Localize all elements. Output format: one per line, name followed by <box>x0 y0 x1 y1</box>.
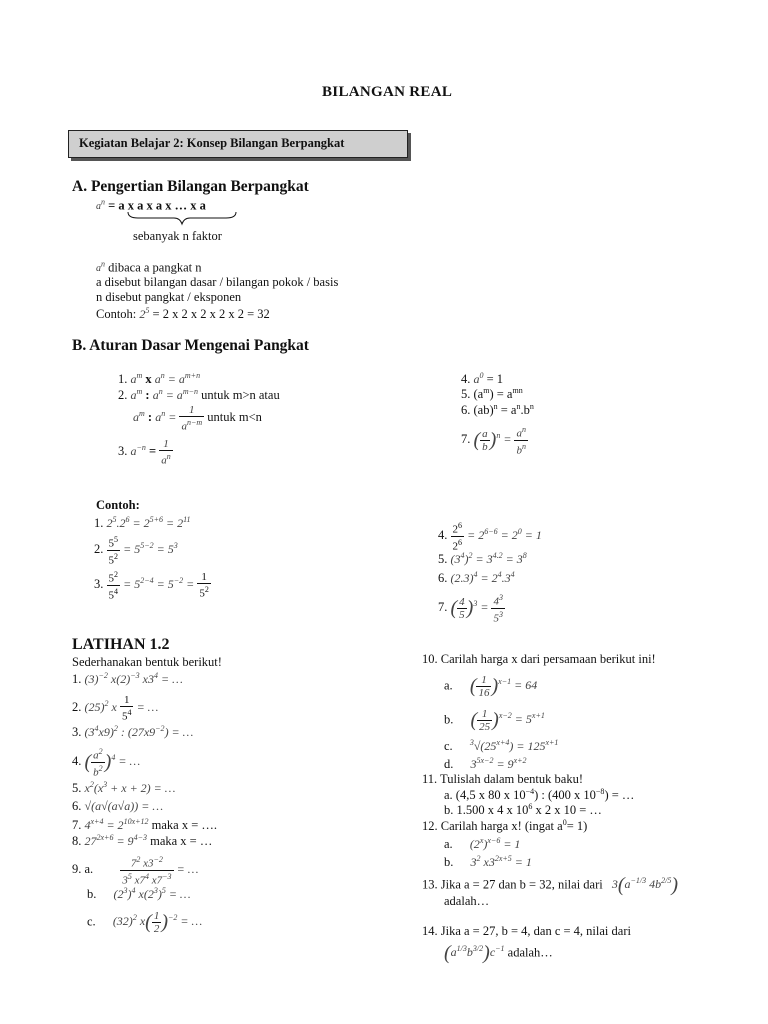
example-line: Contoh: $2^5 = 2$ x 2 x 2 x 2 x 2 = 32 <box>96 306 270 321</box>
q11a: a. (4,5 x 80 x $10^{-4}$) : (400 x $10^{-8}$) = … <box>444 787 635 803</box>
latihan-2: 2. $(25)^2$ x $\frac{1}{5^4}$ = … <box>72 694 159 723</box>
q10-text: 10. Carilah harga x dari persamaan berikut ini! <box>422 652 656 666</box>
rule-4: 4. $a^0 = 1$ <box>461 371 504 386</box>
def-line-1-text: dibaca a pangkat n <box>108 260 202 275</box>
box-heading-text: Kegiatan Belajar 2: Konsep Bilangan Berpangkat <box>79 136 345 150</box>
q13-text: 13. Jika a = 27 dan b = 32, nilai dari $3(a^{-1/3}$ $4b^{2/5}$) <box>422 874 679 896</box>
q14-tail: adalah… <box>507 945 553 960</box>
q10a: a. ( $\frac{1}{16}$ )$^{x-1}$ = 64 <box>444 674 538 699</box>
latihan-5: 5. $x^2(x^3 + x + 2)$ = … <box>72 780 176 795</box>
underbrace <box>126 210 238 226</box>
contoh-7: 7. ( $\frac{4}{5}$ )$^3$ = $\frac{4^3}{5^3}$ <box>438 593 503 625</box>
latihan-9a: 9. a. $\frac{7^2 x3^{-2}}{3^5 x7^4 x7^{-3}}$ = … <box>72 855 199 887</box>
latihan-4: 4. ( $\frac{a^2}{b^2}$ )$^4$ = … <box>72 747 141 779</box>
latihan-9b: b. $(2^3)^4$ $x(2^3)^5$ = … <box>87 886 191 901</box>
q14-text: 14. Jika a = 27, b = 4, dan c = 4, nilai dari <box>422 924 631 938</box>
page-title: BILANGAN REAL <box>322 84 453 100</box>
latihan-intro: Sederhanakan bentuk berikut! <box>72 655 222 669</box>
definition-rhs: = a x a x a x … x a <box>108 198 206 213</box>
def-line-2: a disebut bilangan dasar / bilangan pokok / basis <box>96 275 339 289</box>
q11b: b. 1.500 x 4 x $10^6$ x 2 x 10 = … <box>444 802 602 818</box>
latihan-8: 8. $27^{2x+6} = 9^{4-3}$ maka x = … <box>72 833 213 848</box>
rule-7: 7. ( $\frac{a}{b}$ )$^n$ = $\frac{a^n}{b^n}$ <box>461 425 526 457</box>
def-line-3: n disebut pangkat / eksponen <box>96 290 242 304</box>
q13-tail: adalah… <box>444 894 490 908</box>
contoh-4: 4. $\frac{2^6}{2^6}$ = $2^{6-6} = 2^0 = 1$ <box>438 521 542 553</box>
latihan-9c: c. $(32)^2$ x( $\frac{1}{2}$ )$^{-2}$ = … <box>87 910 203 935</box>
q10b: b. ( $\frac{1}{25}$ )$^{x-2} = 5^{x+1}$ <box>444 708 545 733</box>
latihan-6: 6. √(a√(a√a)) = … <box>72 799 164 813</box>
latihan-7-tail: maka x = …. <box>151 818 218 832</box>
rule-1: 1. $a^m$ x $a^n = a^{m+n}$ <box>118 371 201 386</box>
brace-label: sebanyak n faktor <box>133 229 222 243</box>
example-label: Contoh: <box>96 307 137 321</box>
q10c: c. $^3√(25^{x+4}) = 125^{x+1}$ <box>444 738 559 753</box>
rule-6: 6. $(ab)^n = a^n.b^n$ <box>461 402 534 418</box>
section-a-heading: A. Pengertian Bilangan Berpangkat <box>72 178 309 195</box>
example-rhs: = 2 x 2 x 2 x 2 x 2 = 32 <box>152 307 270 321</box>
rule-3: 3. $a^{-n}$ = $\frac{1}{a^n}$ <box>118 438 171 467</box>
latihan-3: 3. $(3^4x9)^2$ : $(27x9^{-2})$ = … <box>72 724 194 739</box>
q12-text: 12. Carilah harga x! (ingat $a^0= 1$) <box>422 818 588 834</box>
contoh-5: 5. $(3^4)^2 = 3^{4.2} = 3^8$ <box>438 551 527 566</box>
latihan-1: 1. $(3)^{-2}$ $x(2)^{-3}$ $x3^4$ = … <box>72 671 183 686</box>
rule-5-mid: ) = a <box>489 387 513 402</box>
section-heading-box <box>68 130 408 158</box>
contoh-2: 2. $\frac{5^5}{5^2}$ = $5^{5-2} = 5^3$ <box>94 535 178 567</box>
rule-2b-text: untuk m<n <box>207 410 262 425</box>
latihan-8-tail: maka x = … <box>150 834 213 848</box>
contoh-6: 6. $(2.3)^4 = 2^4.3^4$ <box>438 570 515 585</box>
contoh-1: 1. $2^5.2^6 = 2^{5+6} = 2^{11}$ <box>94 515 191 530</box>
q12b: b. $3^2$ $x3^{2x+5} = 1$ <box>444 854 532 869</box>
def-line-1: $a^n$ dibaca a pangkat n <box>96 260 202 275</box>
q10d: d. $3^{5x-2} = 9^{x+2}$ <box>444 756 527 771</box>
contoh-label: Contoh: <box>96 498 140 512</box>
q14-expr: $(a^{1/3}b^{3/2})c^{-1}$ adalah… <box>444 942 553 964</box>
rule-2-text: untuk m>n atau <box>201 388 280 402</box>
section-b-heading: B. Aturan Dasar Mengenai Pangkat <box>72 337 309 354</box>
rule-5: 5. $(a^m) = a^{mn}$ <box>461 386 523 402</box>
contoh-3: 3. $\frac{5^2}{5^4}$ = $5^{2-4} = 5^{-2}$ = $\frac{1}{5^2}$ <box>94 570 209 602</box>
definition-line: $a^n = a$ x a x a x … x a <box>96 198 206 213</box>
q11-text: 11. Tulislah dalam bentuk baku! <box>422 772 583 786</box>
q12a: a. $(2^x)^{x-6} = 1$ <box>444 836 521 851</box>
rule-2b: $a^m$ : $a^n$ = $\frac{1}{a^{n-m}}$ untuk m<n <box>133 404 262 433</box>
rule-2: 2. $a^m$ : $a^n = a^{m-n}$ untuk m>n atau <box>118 387 280 402</box>
latihan-heading: LATIHAN 1.2 <box>72 636 170 653</box>
latihan-7: 7. $4^{x+4} = 2^{10x+12}$ maka x = …. <box>72 817 218 832</box>
